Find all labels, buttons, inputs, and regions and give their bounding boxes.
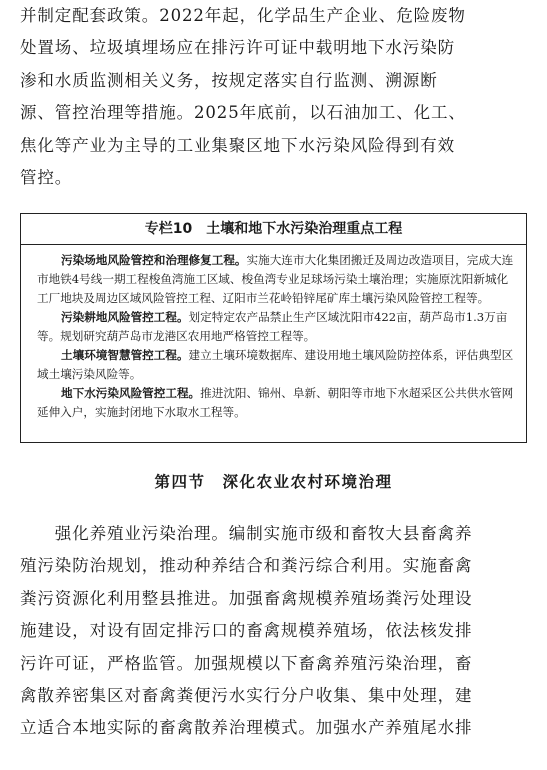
text-line: 粪污资源化利用整县推进。加强畜禽规模养殖场粪污处理设: [20, 588, 473, 608]
text-line: 强化养殖业污染治理。编制实施市级和畜牧大县畜禽养: [20, 524, 473, 543]
text-line: 处置场、垃圾填埋场应在排污许可证中载明地下水污染防: [20, 38, 455, 58]
key-projects-box: [20, 213, 527, 443]
project-item: [37, 251, 518, 308]
section-title: 第四节 深化农业农村环境治理: [154, 473, 393, 491]
text-line: 焦化等产业为主导的工业集聚区地下水污染风险得到有效: [20, 135, 455, 155]
text-line: 源、管控治理等措施。2025年底前，以石油加工、化工、: [20, 103, 466, 123]
project-item: [37, 384, 518, 422]
project-text: 推进沈阳、锦州、阜新、朝阳等市地下水超采区公共供水管网延伸入户，实施封闭地下水取水工程等。: [37, 386, 514, 419]
box-title: 专栏10 土壤和地下水污染治理重点工程: [21, 214, 526, 245]
text-line: 并制定配套政策。2022年起，化学品生产企业、危险废物: [20, 6, 466, 25]
project-text: 建立土壤环境数据库、建设用地土壤风险防控体系，评估典型区域土壤污染风险等。: [37, 348, 514, 381]
text-line: 污许可证，严格监管。加强规模以下畜禽养殖污染治理，畜: [20, 653, 473, 673]
text-line: 禽散养密集区对畜禽粪便污水实行分户收集、集中处理，建: [20, 686, 473, 706]
project-heading: 污染耕地风险管控工程。: [61, 310, 189, 324]
project-heading: 污染场地风险管控和治理修复工程。: [61, 253, 247, 267]
bottom-paragraph: [20, 518, 530, 745]
text-line: 渗和水质监测相关义务，按规定落实自行监测、溯源断: [20, 70, 438, 90]
text-line: 立适合本地实际的畜禽散养治理模式。加强水产养殖尾水排: [20, 718, 473, 738]
top-paragraph: [20, 0, 530, 194]
box-body: [21, 245, 526, 422]
text-line: 管控。: [20, 168, 73, 188]
project-heading: 土壤环境智慧管控工程。: [61, 348, 189, 362]
project-text: 划定特定农产品禁止生产区域沈阳市422亩，葫芦岛市1.3万亩等。规划研究葫芦岛市龙港区农用地严格管控工程等。: [37, 310, 508, 343]
text-line: 殖污染防治规划，推动种养结合和粪污综合利用。实施畜禽: [20, 556, 473, 576]
text-line: 施建设，对设有固定排污口的畜禽规模养殖场，依法核发排: [20, 621, 473, 641]
project-item: [37, 308, 518, 346]
project-heading: 地下水污染风险管控工程。: [61, 386, 201, 400]
project-text: 实施大连市大化集团搬迁及周边改造项目，完成大连市地铁4号线一期工程梭鱼湾施工区域、梭鱼湾专业足球场污染土壤治理；实施原沈阳新城化工厂地块及周边区域风险管控工程、辽阳市兰花岭铅锌尾矿库土壤污染风险管控工程等。: [37, 253, 514, 305]
project-item: [37, 346, 518, 384]
